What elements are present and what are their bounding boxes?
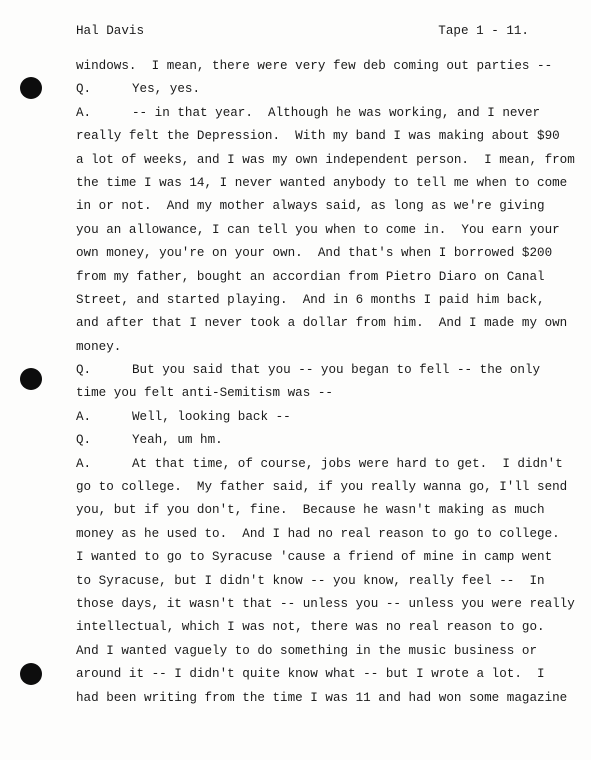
transcript-line: [76, 616, 545, 639]
transcript-line: [76, 359, 541, 382]
line-text: money.: [76, 339, 122, 354]
line-text: Street, and started playing. And in 6 months I paid him back,: [76, 292, 545, 307]
transcript-line: [76, 219, 560, 242]
transcript-line: [76, 523, 560, 546]
line-text: intellectual, which I was not, there was no real reason to go.: [76, 620, 545, 635]
line-text: those days, it wasn't that -- unless you -- unless you were really: [76, 596, 575, 611]
line-text: you, but if you don't, fine. Because he wasn't making as much: [76, 503, 545, 518]
line-text: really felt the Depression. With my band I was making about $90: [76, 129, 560, 144]
transcript-line: [76, 289, 545, 312]
speaker-tag: A.: [76, 456, 92, 471]
line-text: And I wanted vaguely to do something in the music business or: [76, 643, 538, 658]
line-text: you an allowance, I can tell you when to come in. You earn your: [76, 222, 560, 237]
line-text: had been writing from the time I was 11 and had won some magazine: [76, 690, 568, 705]
line-text: go to college. My father said, if you really wanna go, I'll send: [76, 480, 568, 495]
transcript-line: [76, 663, 545, 686]
transcript-line: [76, 429, 538, 452]
speaker-tag: A.: [76, 409, 92, 424]
line-text: But you said that you -- you began to fell -- the only: [132, 363, 541, 378]
line-text: in or not. And my mother always said, as long as we're giving: [76, 199, 545, 214]
speaker-tag: Q.: [76, 82, 92, 97]
line-text: At that time, of course, jobs were hard to get. I didn't: [132, 456, 563, 471]
transcript-line: [76, 312, 568, 335]
speaker-tag: A.: [76, 105, 92, 120]
speaker-tag: Q.: [76, 433, 92, 448]
line-text: Well, looking back --: [132, 409, 291, 424]
transcript-line: [76, 382, 538, 405]
transcript-line: [76, 499, 545, 522]
binder-hole: [20, 77, 42, 99]
transcript-line: [76, 546, 553, 569]
tape-page-number: Tape 1 - 11.: [438, 24, 529, 38]
line-text: the time I was 14, I never wanted anybody to tell me when to come: [76, 175, 568, 190]
transcript-line: [76, 125, 560, 148]
transcript-line: [76, 453, 563, 476]
line-text: a lot of weeks, and I was my own independent person. I mean, from: [76, 152, 575, 167]
transcript-line: [76, 476, 568, 499]
line-text: I wanted to go to Syracuse 'cause a friend of mine in camp went: [76, 550, 553, 565]
line-text: to Syracuse, but I didn't know -- you know, really feel -- In: [76, 573, 545, 588]
transcript-line: [76, 687, 568, 710]
transcript-line: [76, 172, 568, 195]
transcript-line: [76, 593, 575, 616]
line-text: money as he used to. And I had no real reason to go to college.: [76, 526, 560, 541]
transcript-line: [76, 266, 545, 289]
speaker-tag: Q.: [76, 363, 92, 378]
transcript-line: [76, 336, 538, 359]
line-text: own money, you're on your own. And that's when I borrowed $200: [76, 246, 553, 261]
line-text: Yes, yes.: [132, 82, 201, 97]
transcript-line: [76, 149, 575, 172]
transcript-body: [76, 55, 575, 710]
line-text: windows. I mean, there were very few deb coming out parties --: [76, 59, 553, 73]
line-text: around it -- I didn't quite know what -- but I wrote a lot. I: [76, 667, 545, 682]
line-text: -- in that year. Although he was working, and I never: [132, 105, 541, 120]
transcript-line: [76, 640, 538, 663]
line-text: time you felt anti-Semitism was --: [76, 386, 333, 401]
transcript-line: [76, 78, 538, 101]
line-text: and after that I never took a dollar from him. And I made my own: [76, 316, 568, 331]
transcript-line: [76, 55, 553, 78]
line-text: Yeah, um hm.: [132, 433, 223, 448]
interviewee-name: Hal Davis: [76, 24, 145, 38]
transcript-line: [76, 242, 553, 265]
transcript-line: [76, 102, 541, 125]
line-text: from my father, bought an accordian from Pietro Diaro on Canal: [76, 269, 545, 284]
binder-hole: [20, 368, 42, 390]
binder-hole: [20, 663, 42, 685]
transcript-line: [76, 195, 545, 218]
transcript-line: [76, 406, 538, 429]
transcript-line: [76, 570, 545, 593]
